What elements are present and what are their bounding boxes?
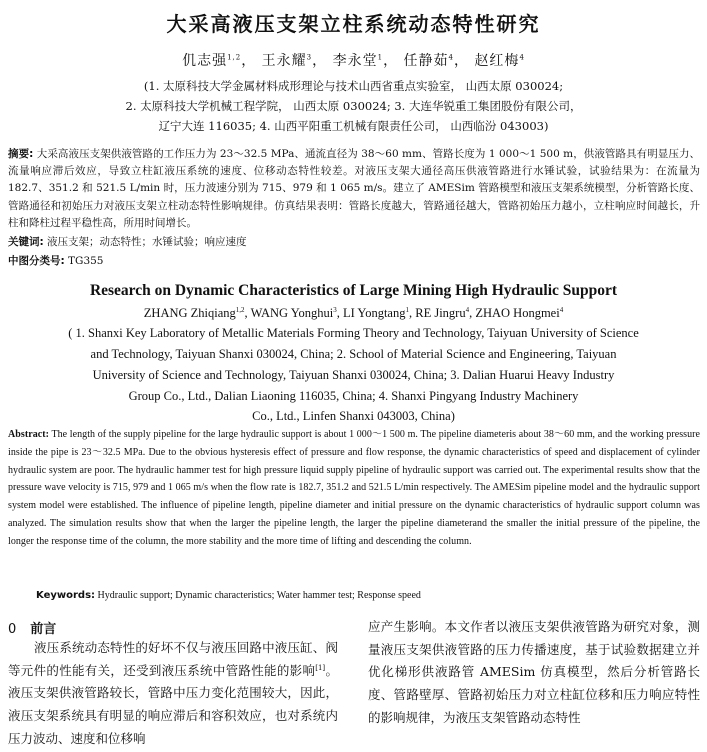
author-affil-sup: 4 bbox=[448, 53, 454, 62]
author-name: LI Yongtang bbox=[342, 306, 406, 320]
chinese-clc bbox=[8, 253, 700, 270]
english-keywords bbox=[36, 590, 421, 601]
chinese-affiliation-line: 辽宁大连 116035; 4. 山西平阳重工机械有限责任公司， 山西临汾 043003) bbox=[158, 119, 549, 133]
author-name: 任静茹 bbox=[403, 53, 449, 69]
chinese-affiliation-line: 2. 太原科技大学机械工程学院， 山西太原 030024; 3. 大连华锐重工集团股份有限公司， bbox=[125, 99, 582, 113]
abstract-label: Abstract: bbox=[8, 429, 49, 440]
author-affil-sup: 4 bbox=[559, 305, 564, 314]
author-name: 仉志强 bbox=[182, 53, 228, 69]
keywords-text: 液压支架；动态特性；水锤试验；响应速度 bbox=[47, 236, 247, 248]
english-authors: ZHANG Zhiqiang$^{1,2}$, WANG Yonghui$^3$, LI Yongtang$^1$, RE Jingru$^4$, ZHAO Hongmei$^4$ bbox=[143, 305, 564, 320]
author-affil-sup: 1,2 bbox=[235, 305, 245, 314]
author-name: 赵红梅 bbox=[474, 53, 520, 69]
chinese-title: 大采高液压支架立柱系统动态特性研究 bbox=[166, 12, 541, 36]
body-text: 应产生影响。本文作者以液压支架供液管路为研究对象，测量液压支架供液管路的压力传播速度，基于试验数据建立并优化梯形供液路管 AMESim 仿真模型，然后分析管路长度、管路壁厚、管路初始压力对立柱缸位移和压力响应特性的影响规律，为液压支架管路动态特性 bbox=[368, 619, 700, 725]
author-affil-sup: 4 bbox=[465, 305, 470, 314]
citation-ref: [1] bbox=[315, 663, 326, 672]
chinese-keywords bbox=[8, 234, 700, 251]
clc-number: TG355 bbox=[68, 255, 104, 267]
abstract-text: The length of the supply pipeline for the large hydraulic support is about 1 000～1 500 m. The pipeline diameteris about 38～60 mm, and the working pressure inside the pipe is 23～32.5 MPa. Due to the obvious hysteresis effect of pressure and flow response, the dynamic characteristics of speed and displacement of cylinder hydraulic system are poor. The hydraulic hammer test for high pressure liquid supply pipeline of hydraulic support was carried out. The experimental results show that the pressure wave velocity is 715, 979 and 1 065 m/s when the flow rate is 182.7, 351.2 and 521.5 L/min respectively. The AMESim pipeline model and the hydraulic support system model were established. The influence of pipeline length, pipeline diameter and initial pressure on the dynamic characteristics of hydraulic support column was analyzed. The simulation results show that when the larger the pipeline length, the larger the pipeline diameterand the smaller the initial pressure of the pipeline, the longer the response time of the column, the more stability and the more time of lifting and descending the column. bbox=[8, 429, 700, 547]
author-affil-sup: 1,2 bbox=[227, 53, 242, 62]
english-affiliation-line: Co., Ltd., Linfen Shanxi 043003, China) bbox=[252, 409, 455, 423]
author-affil-sup: 1 bbox=[405, 305, 409, 314]
author-affil-sup: 1 bbox=[377, 53, 384, 62]
author-name: ZHANG Zhiqiang bbox=[143, 306, 236, 320]
english-affiliation-line: ( 1. Shanxi Key Laboratory of Metallic Materials Forming Theory and Technology, Taiyuan University of Science bbox=[68, 326, 639, 340]
section-number: 0 bbox=[8, 622, 17, 637]
body-text: 液压系统动态特性的好坏不仅与液压回路中液压缸、阀等元件的性能有关，还受到液压系统中管路性能的影响 bbox=[8, 640, 338, 678]
clc-label: 中图分类号: bbox=[8, 255, 65, 267]
author-affil-sup: 4 bbox=[519, 53, 525, 62]
author-name: 王永耀 bbox=[261, 53, 307, 69]
body-text: 。液压支架供液管路较长，管路中压力变化范围较大，因此，液压支架系统具有明显的响应滞后和容积效应，也对系统内压力波动、速度和位移响 bbox=[8, 662, 338, 746]
english-affiliation-line: Group Co., Ltd., Dalian Liaoning 116035, China; 4. Shanxi Pingyang Industry Machinery bbox=[128, 389, 579, 403]
section-heading bbox=[8, 618, 56, 637]
keywords-label: Keywords: bbox=[36, 590, 96, 601]
author-affil-sup: 3 bbox=[306, 53, 313, 62]
keywords-label: 关键词: bbox=[8, 236, 44, 248]
author-affil-sup: 3 bbox=[333, 305, 337, 314]
english-affiliation-line: and Technology, Taiyuan Shanxi 030024, China; 2. School of Material Science and Engineering, Taiyuan bbox=[90, 347, 617, 361]
keywords-text: Hydraulic support; Dynamic characteristics; Water hammer test; Response speed bbox=[97, 590, 421, 601]
author-name: 李永堂 bbox=[332, 53, 378, 69]
chinese-abstract bbox=[8, 146, 700, 232]
english-title: Research on Dynamic Characteristics of Large Mining High Hydraulic Support bbox=[89, 282, 618, 299]
abstract-label: 摘要: bbox=[8, 148, 34, 160]
abstract-text: 大采高液压支架供液管路的工作压力为 23～32.5 MPa、通流直径为 38～60 mm、管路长度为 1 000～1 500 m，供液管路具有明显压力、流量响应滞后效应，导致立柱缸液压系统的速度、位移动态特性较差。对液压支架大通径高压供液管路进行水锤试验，试验结果为：在流量为 182.7、351.2 和 521.5 L/min 时，压力波速分别为 715、979 和 1 065 m/s。建立了 AMESim 管路模型和液压支架系统模型，分析管路长度、管路通径和初始压力对液压支架立柱动态特性影响规律。仿真结果表明：管路长度越大，管路通径越大，管路初始压力越小，立柱响应时间越长，升柱和降柱过程平稳性高，所用时间增长。 bbox=[8, 148, 701, 229]
author-name: ZHAO Hongmei bbox=[475, 306, 560, 320]
english-abstract bbox=[8, 426, 700, 551]
chinese-authors: 仉志强$^{1,2}$， 王永耀$^3$， 李永堂$^1$， 任静茹$^4$， 赵红梅$^4$ bbox=[182, 53, 525, 69]
body-column-left bbox=[8, 637, 338, 751]
chinese-affiliation-line: (1. 太原科技大学金属材料成形理论与技术山西省重点实验室， 山西太原 030024; bbox=[143, 79, 564, 93]
author-name: RE Jingru bbox=[415, 306, 466, 320]
english-affiliation-line: University of Science and Technology, Taiyuan Shanxi 030024, China; 3. Dalian Huarui Heavy Industry bbox=[92, 368, 615, 382]
section-title: 前言 bbox=[30, 622, 57, 637]
body-column-right bbox=[368, 616, 700, 730]
author-name: WANG Yonghui bbox=[250, 306, 334, 320]
